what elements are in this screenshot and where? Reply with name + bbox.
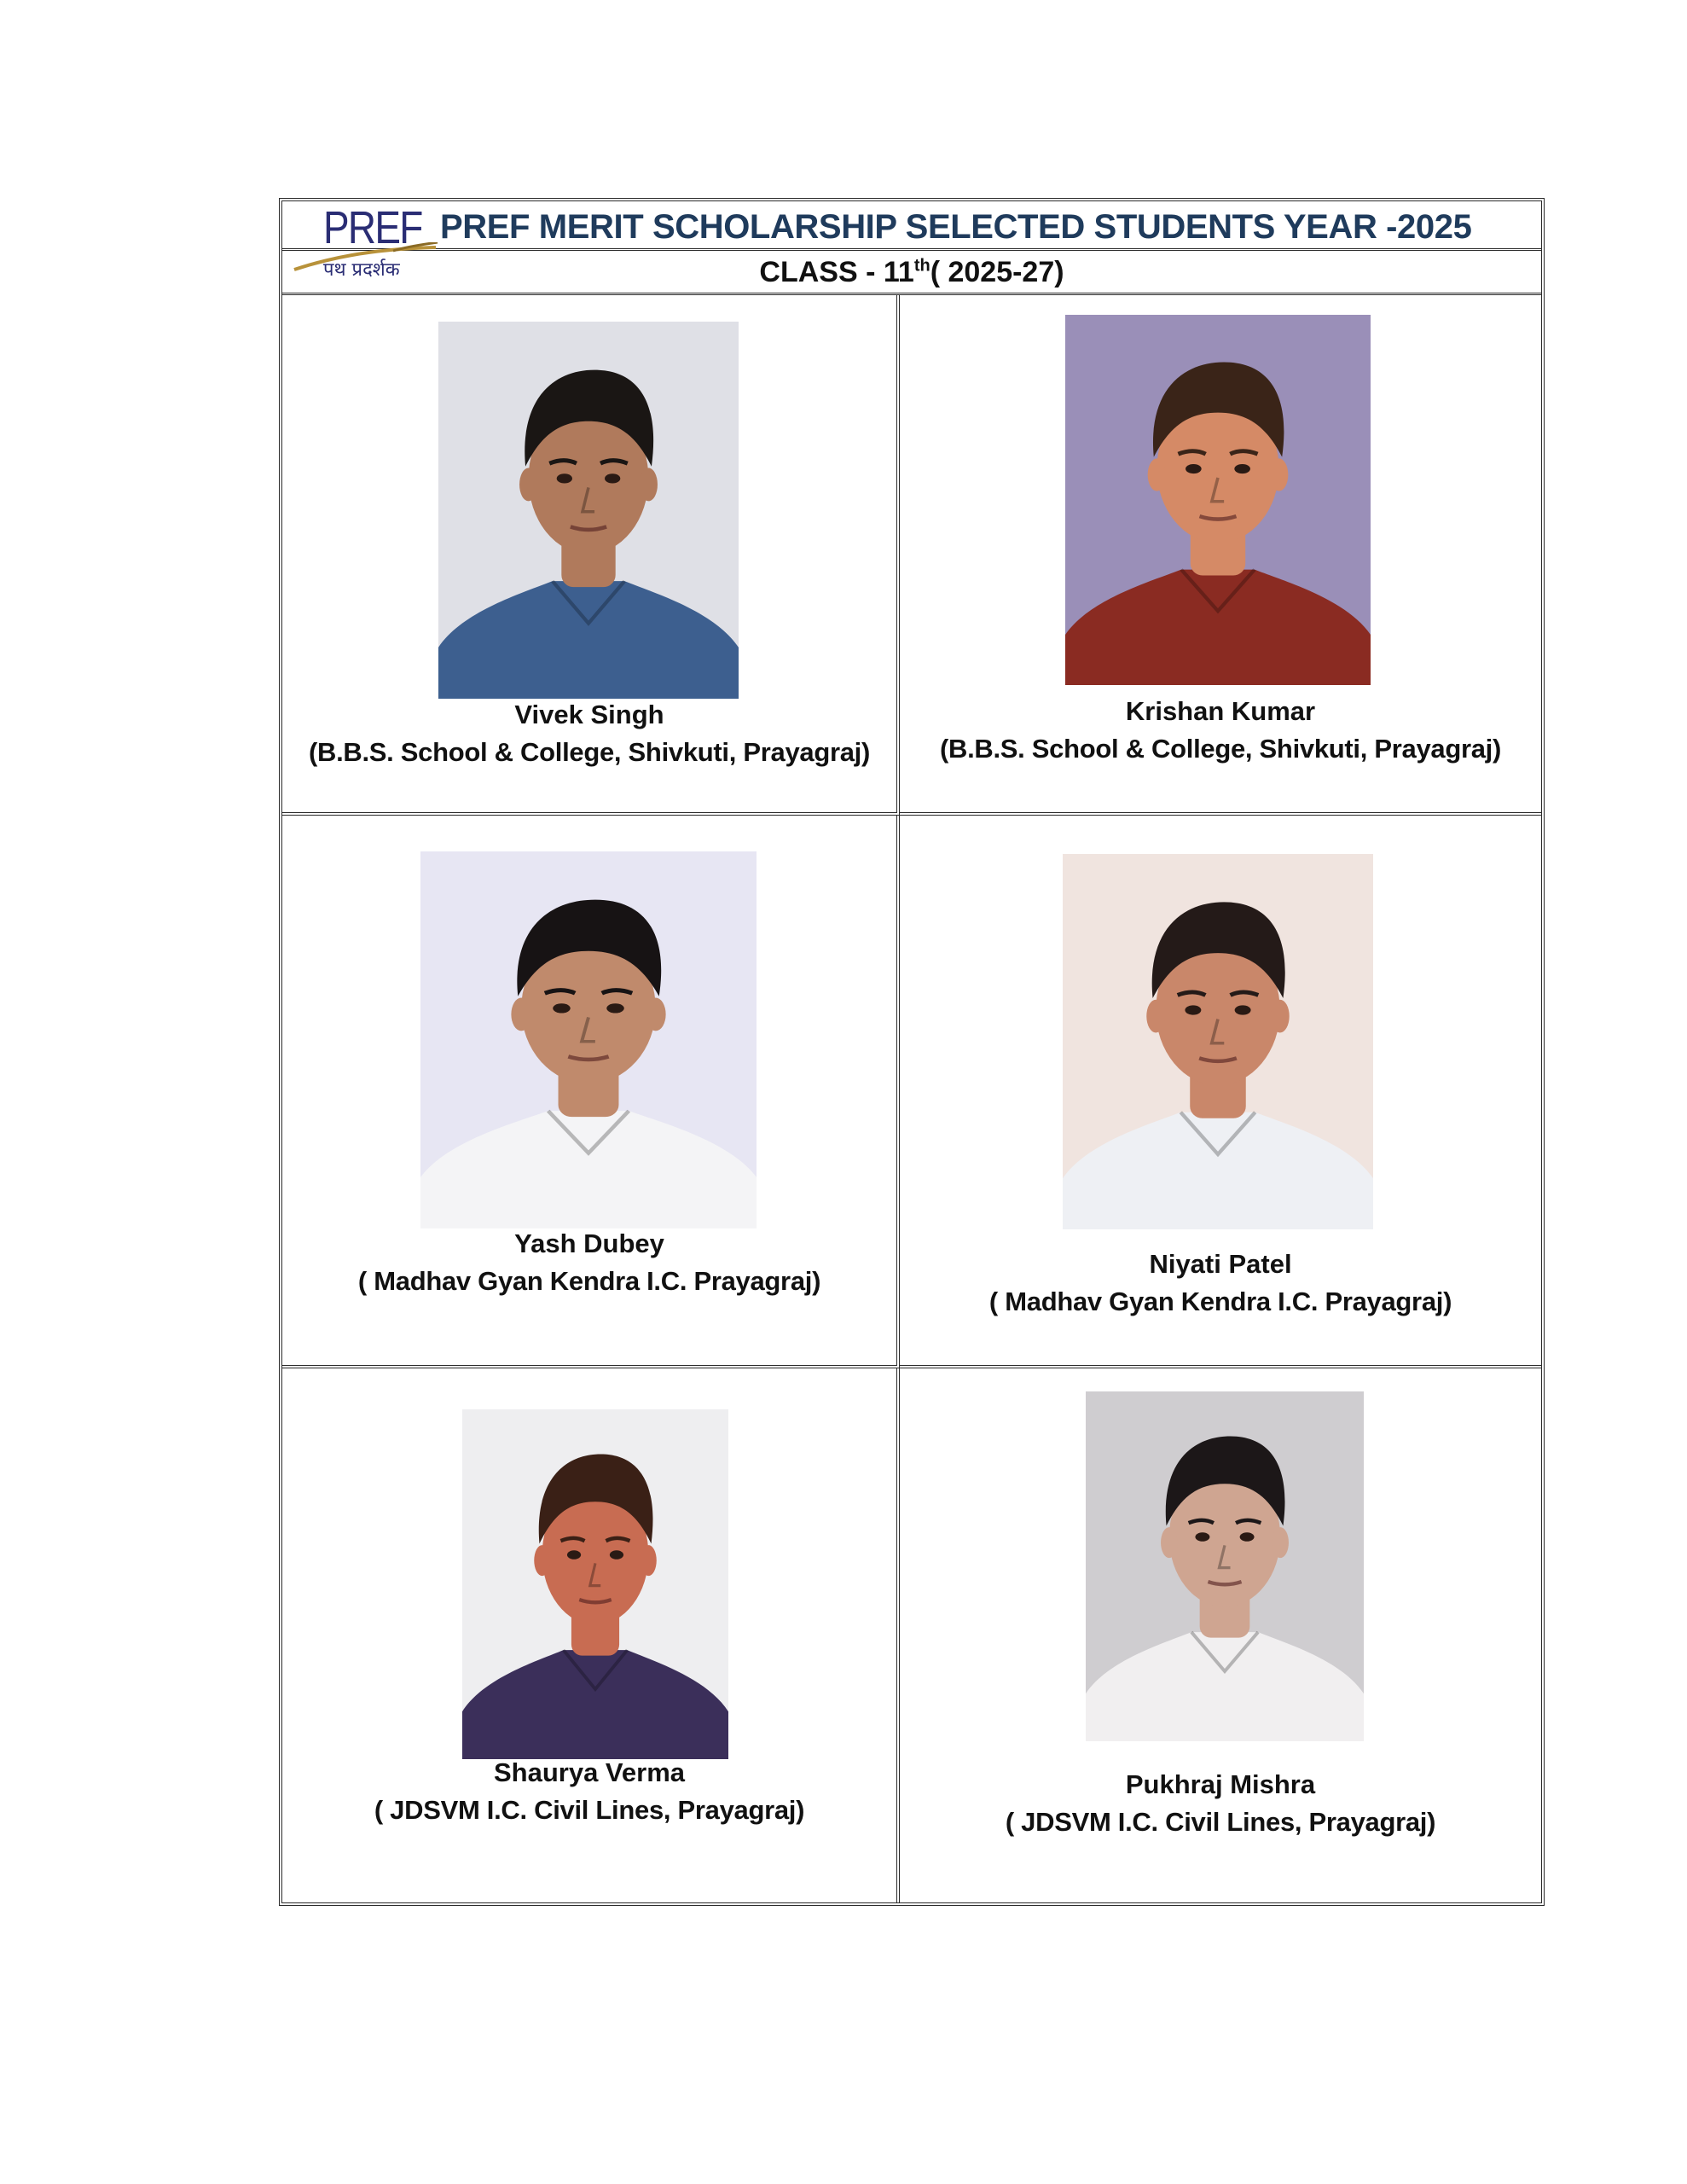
- student-photo: [1065, 315, 1371, 685]
- student-photo: [420, 851, 757, 1228]
- student-caption: [900, 1766, 1541, 1841]
- student-school: ( JDSVM I.C. Civil Lines, Prayagraj): [1005, 1807, 1436, 1837]
- student-card: [282, 816, 900, 1368]
- student-name: Shaurya Verma: [493, 1757, 686, 1787]
- student-name: Niyati Patel: [1149, 1249, 1292, 1279]
- student-caption: [900, 693, 1541, 768]
- student-card: [900, 1368, 1541, 1902]
- portrait-photo: [462, 1409, 728, 1759]
- student-card: [282, 295, 900, 816]
- portrait-photo: [1063, 854, 1373, 1229]
- page-title: PREF MERIT SCHOLARSHIP SELECTED STUDENTS YEAR -2025: [440, 208, 1472, 246]
- students-grid: [282, 295, 1541, 1902]
- logo-wordmark: PREF: [323, 202, 422, 253]
- class-years: ( 2025-27): [930, 256, 1064, 288]
- student-school: (B.B.S. School & College, Shivkuti, Prayagraj): [308, 737, 870, 767]
- student-photo: [1063, 854, 1373, 1229]
- student-card: [282, 1368, 900, 1902]
- student-photo: [1086, 1391, 1364, 1741]
- class-row: [282, 251, 1541, 295]
- student-name: Pukhraj Mishra: [1125, 1769, 1316, 1799]
- class-superscript: th: [913, 256, 930, 276]
- class-heading: [282, 256, 1541, 289]
- student-caption: [282, 696, 896, 771]
- student-caption: [900, 1246, 1541, 1321]
- student-school: ( Madhav Gyan Kendra I.C. Prayagraj): [357, 1266, 821, 1296]
- student-card: [900, 816, 1541, 1368]
- pref-logo: [291, 202, 440, 290]
- scholarship-table: [279, 198, 1545, 1906]
- portrait-photo: [1065, 315, 1371, 685]
- student-photo: [462, 1409, 728, 1759]
- student-name: Vivek Singh: [514, 700, 664, 729]
- student-school: ( Madhav Gyan Kendra I.C. Prayagraj): [988, 1287, 1452, 1316]
- student-name: Yash Dubey: [514, 1228, 664, 1258]
- student-caption: [282, 1225, 896, 1300]
- student-photo: [438, 322, 739, 699]
- student-card: [900, 295, 1541, 816]
- student-name: Krishan Kumar: [1125, 696, 1316, 726]
- class-prefix: CLASS - 11: [759, 256, 914, 288]
- portrait-photo: [438, 322, 739, 699]
- portrait-photo: [1086, 1391, 1364, 1741]
- student-caption: [282, 1754, 896, 1829]
- portrait-photo: [420, 851, 757, 1228]
- student-school: (B.B.S. School & College, Shivkuti, Prayagraj): [939, 734, 1501, 764]
- student-school: ( JDSVM I.C. Civil Lines, Prayagraj): [374, 1795, 805, 1825]
- logo-hindi-text: पथ प्रदर्शक: [323, 259, 400, 281]
